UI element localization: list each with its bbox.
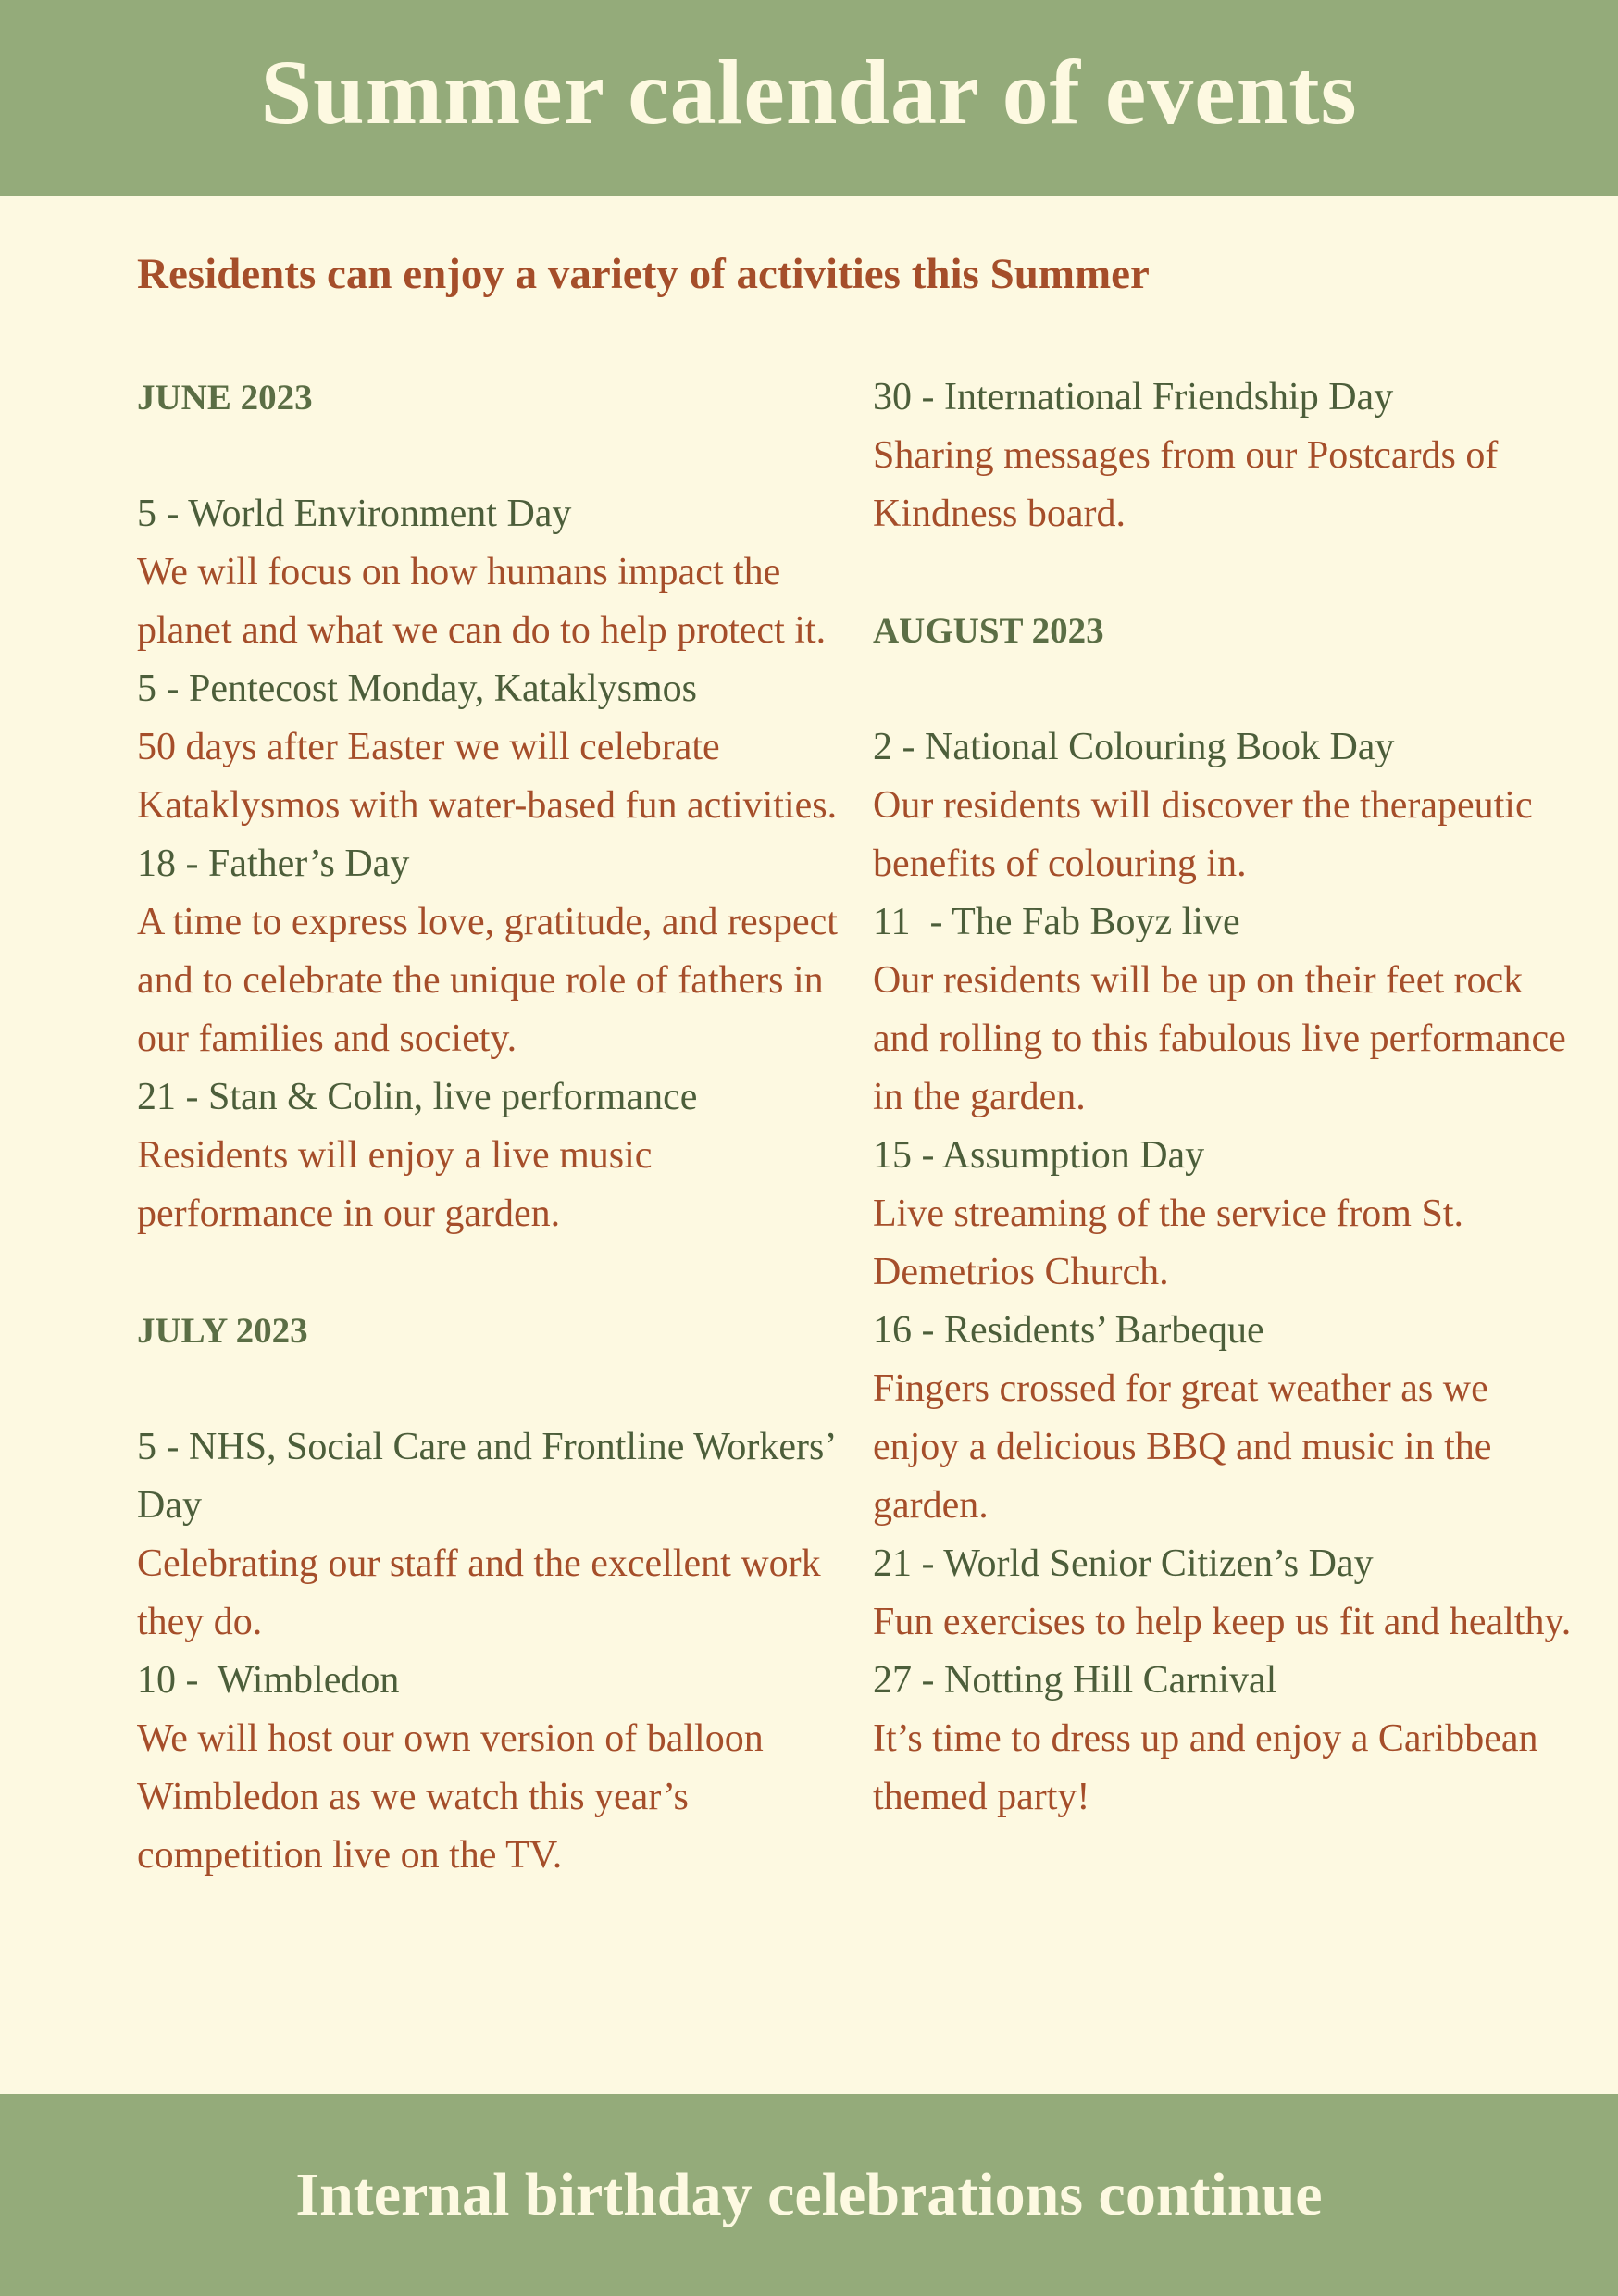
event-title: 11 - The Fab Boyz live: [873, 901, 1240, 943]
event-title: 10 - Wimbledon: [137, 1659, 400, 1702]
page-title: Summer calendar of events: [260, 41, 1358, 144]
month-section-july: [137, 1302, 844, 1885]
event-title: 30 - International Friendship Day: [873, 376, 1394, 418]
event-item: [137, 485, 840, 660]
spacer: [137, 427, 840, 485]
event-title: 21 - Stan & Colin, live performance: [137, 1076, 698, 1118]
month-heading: JUNE 2023: [137, 378, 313, 418]
header-banner: [0, 0, 1618, 196]
event-description: 50 days after Easter we will celebrate Kataklysmos with water-based fun activities.: [137, 726, 838, 827]
event-title: 5 - Pentecost Monday, Kataklysmos: [137, 668, 698, 710]
event-title: 5 - NHS, Social Care and Frontline Workers’ Day: [137, 1426, 844, 1527]
event-description: A time to express love, gratitude, and respect and to celebrate the unique role of fathers in our families and society.: [137, 901, 838, 1060]
spacer: [137, 1360, 840, 1418]
left-column: [137, 368, 844, 1885]
event-item: [873, 368, 1576, 543]
event-item: [137, 835, 840, 1068]
event-description: Fingers crossed for great weather as we enjoy a delicious BBQ and music in the garden.: [873, 1367, 1492, 1527]
spacer: [873, 660, 1576, 718]
month-heading: AUGUST 2023: [873, 611, 1104, 651]
event-description: Residents will enjoy a live music performance in our garden.: [137, 1134, 653, 1235]
month-section-june: [137, 368, 840, 1243]
event-item: [137, 1418, 844, 1652]
footer-banner: [0, 2094, 1618, 2296]
event-description: Live streaming of the service from St. Demetrios Church.: [873, 1192, 1463, 1293]
event-description: We will host our own version of balloon Wimbledon as we watch this year’s competition live on the TV.: [137, 1717, 764, 1877]
event-description: Our residents will be up on their feet rock and rolling to this fabulous live performance in the garden.: [873, 959, 1566, 1118]
event-title: 2 - National Colouring Book Day: [873, 726, 1395, 768]
event-description: Fun exercises to help keep us fit and healthy.: [873, 1601, 1572, 1643]
month-heading: JULY 2023: [137, 1311, 308, 1351]
spacer: [873, 543, 1576, 602]
event-item: [873, 1535, 1576, 1652]
right-column: [873, 368, 1576, 1827]
event-description: Celebrating our staff and the excellent work they do.: [137, 1542, 821, 1643]
page-subtitle: Residents can enjoy a variety of activities this Summer: [137, 250, 1150, 298]
event-title: 5 - World Environment Day: [137, 493, 572, 535]
month-section-august: [873, 602, 1576, 1827]
event-item: [873, 1302, 1576, 1535]
event-description: We will focus on how humans impact the planet and what we can do to help protect it.: [137, 551, 827, 652]
event-description: Sharing messages from our Postcards of Kindness board.: [873, 434, 1499, 535]
event-item: [873, 893, 1576, 1127]
event-title: 27 - Notting Hill Carnival: [873, 1659, 1277, 1702]
event-item: [137, 660, 840, 835]
event-description: It’s time to dress up and enjoy a Caribbean themed party!: [873, 1717, 1538, 1818]
spacer: [137, 1243, 840, 1302]
event-title: 18 - Father’s Day: [137, 842, 410, 885]
event-item: [873, 1652, 1576, 1827]
event-item: [873, 718, 1576, 893]
footer-text: Internal birthday celebrations continue: [295, 2161, 1323, 2228]
event-description: Our residents will discover the therapeutic benefits of colouring in.: [873, 784, 1533, 885]
event-item: [137, 1652, 840, 1885]
event-title: 21 - World Senior Citizen’s Day: [873, 1542, 1374, 1585]
event-item: [873, 1127, 1576, 1302]
event-title: 16 - Residents’ Barbeque: [873, 1309, 1264, 1352]
event-item: [137, 1068, 840, 1243]
event-title: 15 - Assumption Day: [873, 1134, 1205, 1177]
